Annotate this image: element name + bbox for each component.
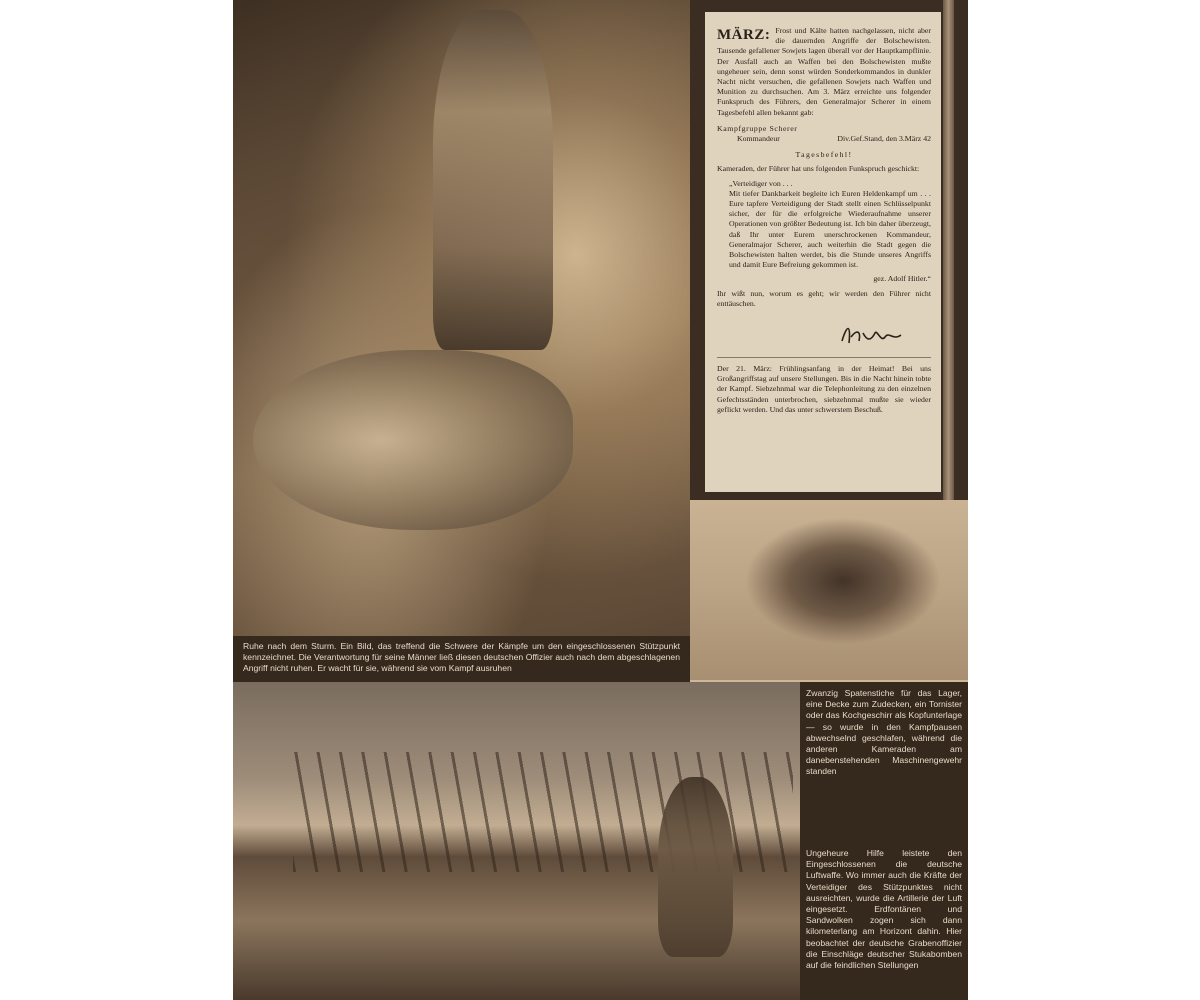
closing-paragraph: Ihr wißt nun, worum es geht; wir werden den Führer nicht enttäuschen. xyxy=(717,288,931,308)
order-title: Tagesbefehl! xyxy=(795,150,853,160)
standing-officer-figure xyxy=(433,10,553,350)
lead-paragraph xyxy=(717,26,931,118)
order-place: Div.Gef.Stand, den 3.März 42 xyxy=(837,134,931,144)
march21-paragraph: Der 21. März: Frühlingsanfang in der Heimat! Bei uns Großangriffstag auf unsere Stellungen. Bis in die Nacht hinein tobte der Kampf. Siebzehnmal war die Telephonleitung zu den einzelnen Gefechtsständen unterbrochen, siebzehnmal mußte sie wieder geflickt werden. Und das unter schwerstem Beschuß. xyxy=(717,364,931,414)
magazine-page xyxy=(233,0,968,1000)
photo-sleeping-soldier xyxy=(690,500,968,680)
order-meta xyxy=(717,134,931,144)
panel-edge-bar xyxy=(943,0,954,500)
quote-signature: gez. Adolf Hitler.“ xyxy=(873,274,931,284)
text-panel xyxy=(690,0,968,500)
lead-text: Frost und Kälte hatten nachgelassen, nicht aber die dauernden Angriffe der Bolschewisten. Tausende gefallener Sowjets lagen überall vor der Hauptkampflinie. Der Ausfall auch an Waffen bei den Bolschewisten mußte ungeheuer sein, denn sonst würden Sonderkommandos in dunkler Nacht nicht versuchen, die gefallenen Sowjets nach Waffen und Munition zu durchsuchen. Am 3. März erreichte uns folgender Funkspruch des Führers, den Generalmajor Scherer in einem Tagesbefehl allen bekannt gab: xyxy=(717,26,931,117)
handwritten-signature xyxy=(717,315,931,351)
observing-officer-figure xyxy=(658,777,733,957)
quote-block xyxy=(717,179,931,285)
caption-sleeping-photo: Zwanzig Spatenstiche für das Lager, eine Decke zum Zudecken, ein Tornister oder das Kochgeschirr als Kopfunterlage — so wurde in den Kampfpausen abwechselnd geschlafen, während die anderen Kameraden am danebenstehenden Maschinengewehr standen xyxy=(806,688,962,777)
photo-officer-in-trench xyxy=(233,0,690,636)
order-intro: Kameraden, der Führer hat uns folgenden Funkspruch geschickt: xyxy=(717,164,920,174)
month-heading: MÄRZ: xyxy=(717,27,771,43)
side-caption-panel xyxy=(800,682,968,1000)
resting-soldier-figure xyxy=(253,350,573,530)
caption-top-photo: Ruhe nach dem Sturm. Ein Bild, das treffend die Schwere der Kämpfe um den eingeschlossenen Stützpunkt kennzeichnet. Die Verantwortung für seine Männer ließ diesen deutschen Offizier auch nach dem abgeschlagenen Angriff nicht ruhen. Er wacht für sie, während sie vom Kampf ausruhen xyxy=(233,636,690,682)
photo-trench-observer xyxy=(233,682,800,1000)
quote-open: „Verteidiger von . . . xyxy=(729,178,793,188)
quote-body: Mit tiefer Dankbarkeit begleite ich Euren Heldenkampf um . . . Eure tapfere Verteidigung der Stadt stellt einen Schlüsselpunkt sicher, der für die erfolgreiche Wiederaufnahme unserer Operationen von größter Bedeutung ist. Ich bin daher überzeugt, daß Ihr unter Eurem unerschrockenen Kommandeur, Generalmajor Scherer, auch weiterhin die Stadt gegen die Bolschewisten halten werdet, bis die Stunde unseres Angriffs und damit Eure Befreiung gekommen ist. xyxy=(729,188,931,270)
divider xyxy=(717,357,931,358)
order-role: Kommandeur xyxy=(737,134,780,144)
text-panel-paper xyxy=(705,12,941,492)
signature-icon xyxy=(837,319,907,349)
order-header xyxy=(717,124,931,144)
caption-trench-photo: Ungeheure Hilfe leistete den Eingeschlossenen die deutsche Luftwaffe. Wo immer auch die Kräfte der Verteidiger des Stützpunktes nicht ausreichten, wurde die Artillerie der Luft eingesetzt. Erdfontänen und Sandwolken zogen sich dann kilometerlang am Horizont dahin. Hier beobachtet der deutsche Grabenoffizier die Einschläge deutscher Stukabomben auf die feindlichen Stellungen xyxy=(806,848,962,971)
order-unit: Kampfgruppe Scherer xyxy=(717,123,798,133)
